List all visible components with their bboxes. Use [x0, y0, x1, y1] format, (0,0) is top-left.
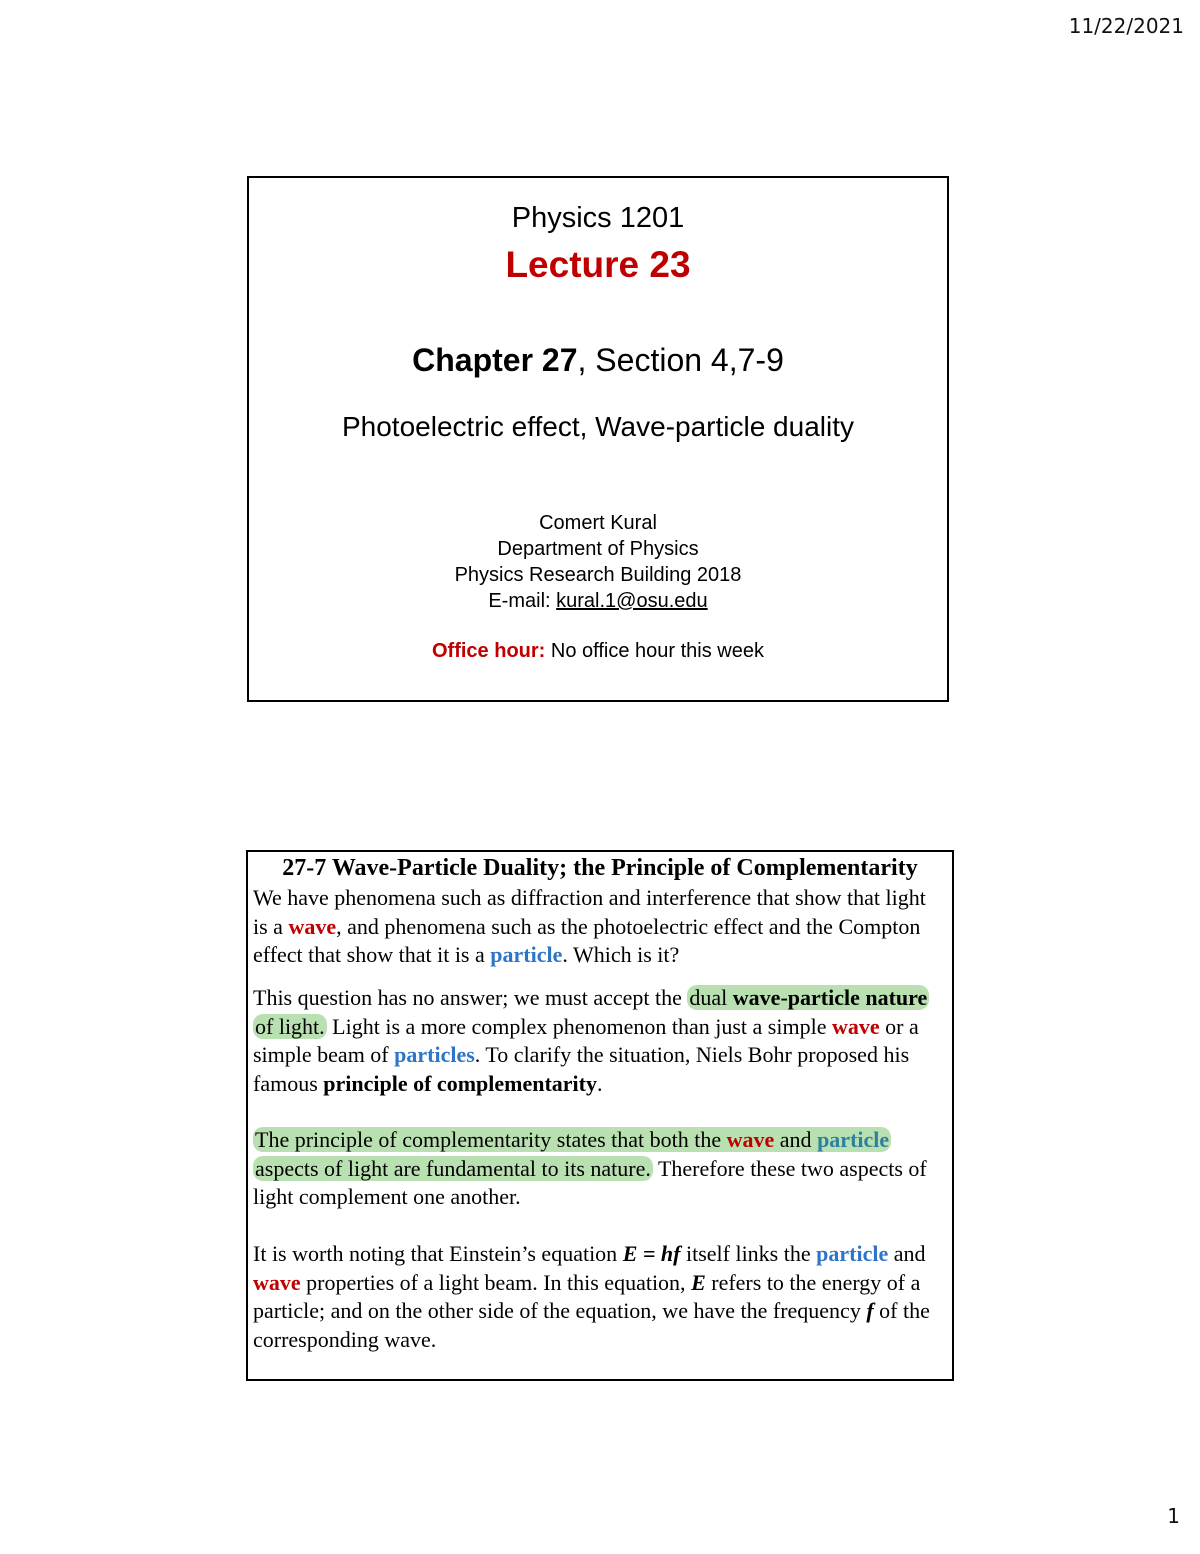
email-link[interactable]: kural.1@osu.edu: [556, 590, 708, 612]
title-slide: [247, 176, 949, 702]
keyword-particle: particle: [817, 1127, 890, 1152]
keyword-particle: particle: [816, 1241, 889, 1266]
email-label: E-mail:: [488, 590, 557, 612]
text-run: It is worth noting that Einstein’s equation: [253, 1241, 623, 1266]
department: Department of Physics: [497, 538, 699, 560]
keyword-wave: wave: [288, 913, 337, 939]
office-building: Physics Research Building 2018: [454, 564, 742, 586]
text-run: refers to the energy of a particle; and on the other side of the equation, we have the frequency: [253, 1269, 921, 1323]
instructor-info: [249, 510, 947, 614]
text-run: . Which is it?: [562, 942, 680, 967]
office-hour-text: No office hour this week: [545, 640, 764, 662]
symbol-f: f: [866, 1298, 874, 1323]
text-run: The principle of complementarity states that both the: [255, 1127, 727, 1152]
course-name: Physics 1201: [511, 202, 685, 234]
paragraph-phenomena: [253, 884, 946, 970]
paragraph-complementarity: [253, 1126, 946, 1212]
chapter-number: Chapter 27: [412, 342, 578, 378]
text-run: . To clarify the situation, Niels Bohr proposed his famous: [253, 1042, 910, 1096]
text-run: of light.: [255, 1013, 325, 1039]
text-run: of the corresponding wave.: [253, 1298, 930, 1352]
slide-title: 27-7 Wave-Particle Duality; the Principle of Complementarity: [282, 855, 918, 881]
text-run: Therefore these two aspects of light complement one another.: [253, 1155, 927, 1209]
text-run: We have phenomena such as diffraction and interference that show that light is a: [253, 885, 926, 939]
keyword-wave: wave: [253, 1269, 301, 1295]
keyword-wave: wave: [831, 1013, 880, 1039]
page-date: 11/22/2021: [1068, 14, 1184, 38]
text-run: This question has no answer; we must accept the: [253, 985, 688, 1010]
text-run: itself links the: [680, 1241, 817, 1266]
chapter-heading: [249, 342, 947, 379]
keyword-principle: principle of complementarity: [323, 1070, 597, 1096]
symbol-e: E: [691, 1269, 706, 1295]
text-run: or a simple beam of: [253, 1013, 919, 1067]
instructor-name: Comert Kural: [539, 512, 657, 534]
page-number: 1: [1167, 1504, 1180, 1528]
email-line: [249, 588, 947, 614]
content-slide: [246, 850, 954, 1381]
paragraph-einstein: [253, 1240, 946, 1354]
chapter-sections: , Section 4,7-9: [577, 342, 784, 378]
keyword-wave-particle-nature: wave-particle nature: [732, 985, 928, 1010]
text-run: , and phenomena such as the photoelectric effect and the Compton effect that show that it is a: [253, 913, 921, 967]
paragraph-duality: [253, 984, 946, 1098]
lecture-title: Lecture 23: [505, 244, 691, 285]
equation-e-hf: E = hf: [622, 1241, 681, 1266]
lecture-topic: Photoelectric effect, Wave-particle duality: [341, 411, 854, 442]
office-hour: [249, 640, 947, 663]
text-run: properties of a light beam. In this equation,: [300, 1269, 692, 1295]
text-run: and: [888, 1241, 926, 1266]
text-run: Light is a more complex phenomenon than just a simple: [326, 1013, 832, 1039]
office-hour-label: Office hour:: [432, 640, 546, 662]
text-run: and: [774, 1127, 818, 1152]
text-run: dual: [689, 985, 733, 1010]
keyword-particles: particles: [394, 1042, 475, 1067]
text-run: .: [597, 1070, 603, 1096]
keyword-particle: particle: [490, 942, 563, 967]
text-run: aspects of light are fundamental to its nature.: [255, 1155, 651, 1181]
keyword-wave: wave: [726, 1127, 775, 1152]
